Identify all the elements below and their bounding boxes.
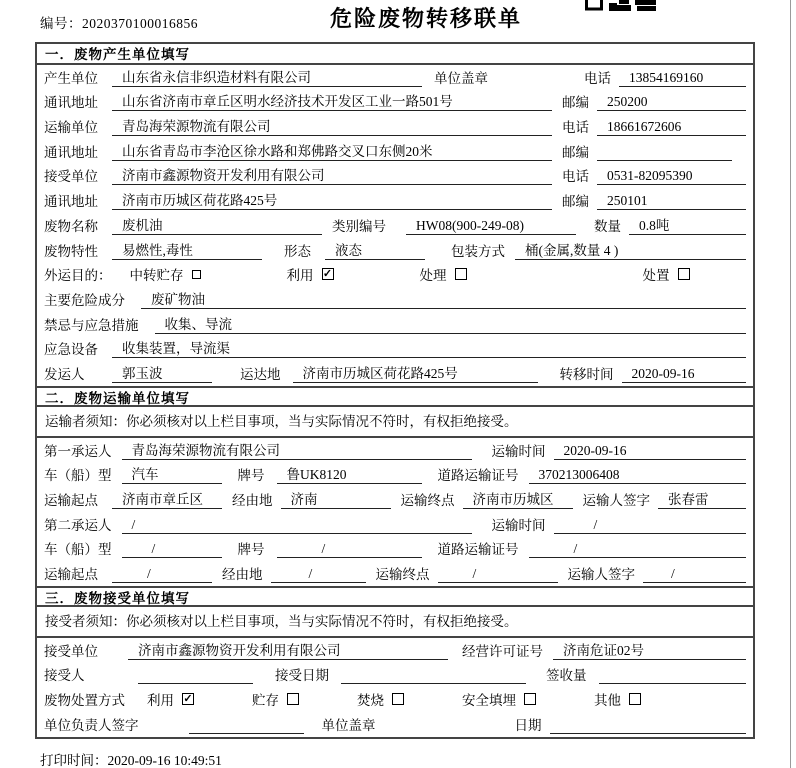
carrier1-value: 青岛海荣源物流有限公司 <box>122 439 472 460</box>
transport-unit-value: 青岛海荣源物流有限公司 <box>112 115 552 136</box>
option-text: 中转贮存 <box>129 268 184 284</box>
main-hazard-label: 主要危险成分 <box>44 292 125 308</box>
waste-traits-label: 废物特性 <box>44 243 98 259</box>
option-text: 安全填埋 <box>462 693 516 709</box>
unit-seal-label: 单位盖章 <box>434 70 488 86</box>
transport-phone-value: 18661672606 <box>597 119 746 136</box>
section1-header: 一．废物产生单位填写 <box>37 44 753 65</box>
disposal-option-utilize <box>147 689 194 709</box>
form-state-label: 形态 <box>284 243 311 259</box>
receiver-label: 接受人 <box>44 668 85 684</box>
form-state-value: 液态 <box>325 239 425 260</box>
produce-zip-value: 250200 <box>597 94 746 111</box>
transfer-time-value: 2020-09-16 <box>622 366 747 383</box>
vehicle-type-value: 汽车 <box>122 463 222 484</box>
option-text: 其他 <box>594 693 621 709</box>
checkbox-icon <box>287 693 299 705</box>
disposal-option-incinerate <box>357 689 404 709</box>
produce-address-value: 山东省济南市章丘区明水经济技术开发区工业一路501号 <box>112 90 552 111</box>
transporter-sign-label: 运输人签字 <box>582 493 650 508</box>
emergency-equipment-value: 收集装置，导流渠 <box>112 337 746 358</box>
route2-row <box>37 561 753 586</box>
produce-unit-label: 产生单位 <box>44 70 98 86</box>
route1-row <box>37 487 753 512</box>
route-end-value: 济南市历城区 <box>463 488 573 509</box>
transport-time-value: / <box>554 517 747 534</box>
zip-label: 邮编 <box>562 95 589 111</box>
checkbox-checked-icon: ✓ <box>183 692 193 705</box>
vehicle1-row <box>37 463 753 488</box>
checkbox-checked-icon: ✓ <box>322 267 333 280</box>
route-start-value: / <box>112 566 212 583</box>
road-permit-value: / <box>529 541 747 558</box>
page-title: 危险废物转移联单 <box>330 6 523 31</box>
road-permit-label: 道路运输证号 <box>437 542 519 558</box>
receive-address-row <box>37 188 753 213</box>
taboo-measures-label: 禁忌与应急措施 <box>44 317 139 333</box>
carrier2-row <box>37 512 753 537</box>
receiver-value <box>138 667 253 684</box>
carrier2-label: 第二承运人 <box>44 517 112 533</box>
main-hazard-value: 废矿物油 <box>141 288 746 309</box>
route-start-value: 济南市章丘区 <box>112 488 222 509</box>
route-start-label: 运输起点 <box>44 493 98 508</box>
license-label: 经营许可证号 <box>462 643 543 659</box>
accept-date-value <box>341 667 526 684</box>
route-end-value: / <box>438 566 558 583</box>
address-label: 通讯地址 <box>44 144 98 160</box>
zip-label: 邮编 <box>562 144 589 160</box>
checkbox-icon <box>629 693 641 705</box>
date-value <box>550 717 747 734</box>
purpose-option-treat <box>420 264 467 284</box>
option-text: 处置 <box>642 268 670 284</box>
checkbox-icon <box>678 268 690 280</box>
option-text: 处理 <box>419 268 447 284</box>
plate-label: 牌号 <box>237 468 265 484</box>
transport-address-row <box>37 139 753 164</box>
transport-address-value: 山东省青岛市李沧区徐水路和郑佛路交叉口东侧20米 <box>112 140 552 161</box>
transport-time-label: 运输时间 <box>491 517 546 533</box>
carrier2-value: / <box>122 517 472 534</box>
transfer-time-label: 转移时间 <box>559 366 614 382</box>
transport-zip-value <box>597 144 732 161</box>
unit-seal-label: 单位盖章 <box>321 717 376 733</box>
waste-name-value: 废机油 <box>112 214 322 235</box>
disposal-option-other <box>594 689 641 709</box>
produce-unit-value: 山东省永信非织造材料有限公司 <box>112 66 422 87</box>
phone-label: 电话 <box>562 120 589 136</box>
route-start-label: 运输起点 <box>44 567 98 583</box>
manifest-form <box>35 42 755 739</box>
transporter-sign-value: 张春雷 <box>658 488 746 509</box>
taboo-measures-value: 收集、导流 <box>155 313 747 334</box>
road-permit-value: 370213006408 <box>529 467 747 484</box>
document-header <box>0 0 796 42</box>
destination-value: 济南市历城区荷花路425号 <box>293 362 538 383</box>
receive-unit-row <box>37 164 753 189</box>
waste-name-row <box>37 213 753 238</box>
qr-code-fragment <box>585 0 657 11</box>
purpose-row <box>37 263 753 288</box>
section2-notice: 运输者须知：你必须核对以上栏目事项，当与实际情况不符时，有权拒绝接受。 <box>37 407 753 438</box>
via-label: 经由地 <box>222 567 263 583</box>
serial-value: 2020370100016856 <box>82 16 198 31</box>
transport-unit-label: 运输单位 <box>44 120 98 136</box>
emergency-equipment-label: 应急设备 <box>44 342 98 358</box>
disposal-method-label: 废物处置方式 <box>44 693 125 709</box>
quantity-value: 0.8吨 <box>629 214 746 235</box>
option-text: 利用 <box>286 268 314 284</box>
signed-quantity-label: 签收量 <box>546 668 587 684</box>
receive-address-value: 济南市历城区荷花路425号 <box>112 189 552 210</box>
main-hazard-row <box>37 287 753 312</box>
transport-time-label: 运输时间 <box>491 443 546 459</box>
category-code-label: 类别编号 <box>332 218 386 234</box>
route-end-label: 运输终点 <box>375 567 430 583</box>
vehicle2-row <box>37 537 753 562</box>
destination-label: 运达地 <box>240 366 281 382</box>
section3-notice: 接受者须知：你必须核对以上栏目事项，当与实际情况不符时，有权拒绝接受。 <box>37 607 753 638</box>
responsible-sign-value <box>189 717 304 734</box>
address-label: 通讯地址 <box>44 194 98 210</box>
purpose-option-dispose <box>643 264 690 284</box>
route-end-label: 运输终点 <box>400 493 455 508</box>
checkbox-icon <box>392 693 404 705</box>
receive-phone-value: 0531-82095390 <box>597 168 746 185</box>
section3-header: 三．废物接受单位填写 <box>37 586 753 607</box>
waste-traits-value: 易燃性,毒性 <box>112 239 262 260</box>
via-value: 济南 <box>281 488 391 509</box>
accept-unit-row <box>37 638 753 663</box>
purpose-option-transfer-storage <box>130 264 201 284</box>
packaging-value: 桶(金属,数量 4 ) <box>515 239 746 260</box>
emergency-equipment-row <box>37 337 753 362</box>
responsible-sign-label: 单位负责人签字 <box>44 717 139 733</box>
vehicle-type-label: 车（船）型 <box>44 468 112 484</box>
accept-unit-label: 接受单位 <box>44 643 98 659</box>
vehicle-type-label: 车（船）型 <box>44 542 112 558</box>
receive-unit-value: 济南市鑫源物资开发利用有限公司 <box>112 164 552 185</box>
print-time-value: 2020-09-16 10:49:51 <box>107 753 222 768</box>
transport-unit-row <box>37 114 753 139</box>
carrier1-label: 第一承运人 <box>44 443 112 459</box>
checkbox-icon <box>192 270 201 279</box>
signed-quantity-value <box>599 667 747 684</box>
receive-zip-value: 250101 <box>597 193 746 210</box>
waste-traits-row <box>37 238 753 263</box>
license-value: 济南危证02号 <box>553 639 746 660</box>
accept-unit-value: 济南市鑫源物资开发利用有限公司 <box>128 639 448 660</box>
accept-date-label: 接受日期 <box>275 668 329 684</box>
checkbox-icon <box>455 268 467 280</box>
waste-name-label: 废物名称 <box>44 218 98 234</box>
phone-label: 电话 <box>562 169 589 185</box>
disposal-option-landfill <box>462 689 536 709</box>
shipper-value: 郭玉波 <box>112 362 212 383</box>
option-text: 利用 <box>147 693 174 709</box>
produce-unit-row <box>37 65 753 90</box>
transporter-sign-value: / <box>643 566 746 583</box>
print-time <box>40 749 222 768</box>
road-permit-label: 道路运输证号 <box>437 468 519 484</box>
produce-phone-value: 13854169160 <box>619 70 746 87</box>
taboo-measures-row <box>37 312 753 337</box>
print-time-label: 打印时间： <box>40 753 108 768</box>
zip-label: 邮编 <box>562 194 589 210</box>
shipper-label: 发运人 <box>44 366 85 382</box>
purpose-option-utilize <box>287 264 334 284</box>
receiver-row <box>37 663 753 688</box>
responsible-sign-row <box>37 712 753 737</box>
vehicle-type-value: / <box>122 541 222 558</box>
date-label: 日期 <box>514 717 542 733</box>
transport-time-value: 2020-09-16 <box>554 443 747 460</box>
via-label: 经由地 <box>232 493 273 508</box>
disposal-method-row <box>37 687 753 712</box>
carrier1-row <box>37 438 753 463</box>
purpose-label: 外运目的： <box>44 268 112 284</box>
section2-header: 二．废物运输单位填写 <box>37 386 753 407</box>
shipper-row <box>37 361 753 386</box>
plate-label: 牌号 <box>237 542 265 558</box>
category-code-value: HW08(900-249-08) <box>406 218 576 235</box>
plate-value: / <box>277 541 422 558</box>
receive-unit-label: 接受单位 <box>44 169 98 185</box>
quantity-label: 数量 <box>594 218 621 234</box>
serial-number <box>40 12 198 32</box>
address-label: 通讯地址 <box>44 95 98 111</box>
disposal-option-storage <box>252 689 299 709</box>
page-edge-divider <box>790 0 791 768</box>
via-value: / <box>271 566 366 583</box>
phone-label: 电话 <box>584 70 611 86</box>
checkbox-icon <box>524 693 536 705</box>
produce-address-row <box>37 90 753 115</box>
packaging-label: 包装方式 <box>451 243 505 259</box>
option-text: 焚烧 <box>357 693 384 709</box>
option-text: 贮存 <box>252 693 279 709</box>
plate-value: 鲁UK8120 <box>277 463 422 484</box>
transporter-sign-label: 运输人签字 <box>567 567 635 583</box>
serial-label: 编号： <box>40 16 82 31</box>
